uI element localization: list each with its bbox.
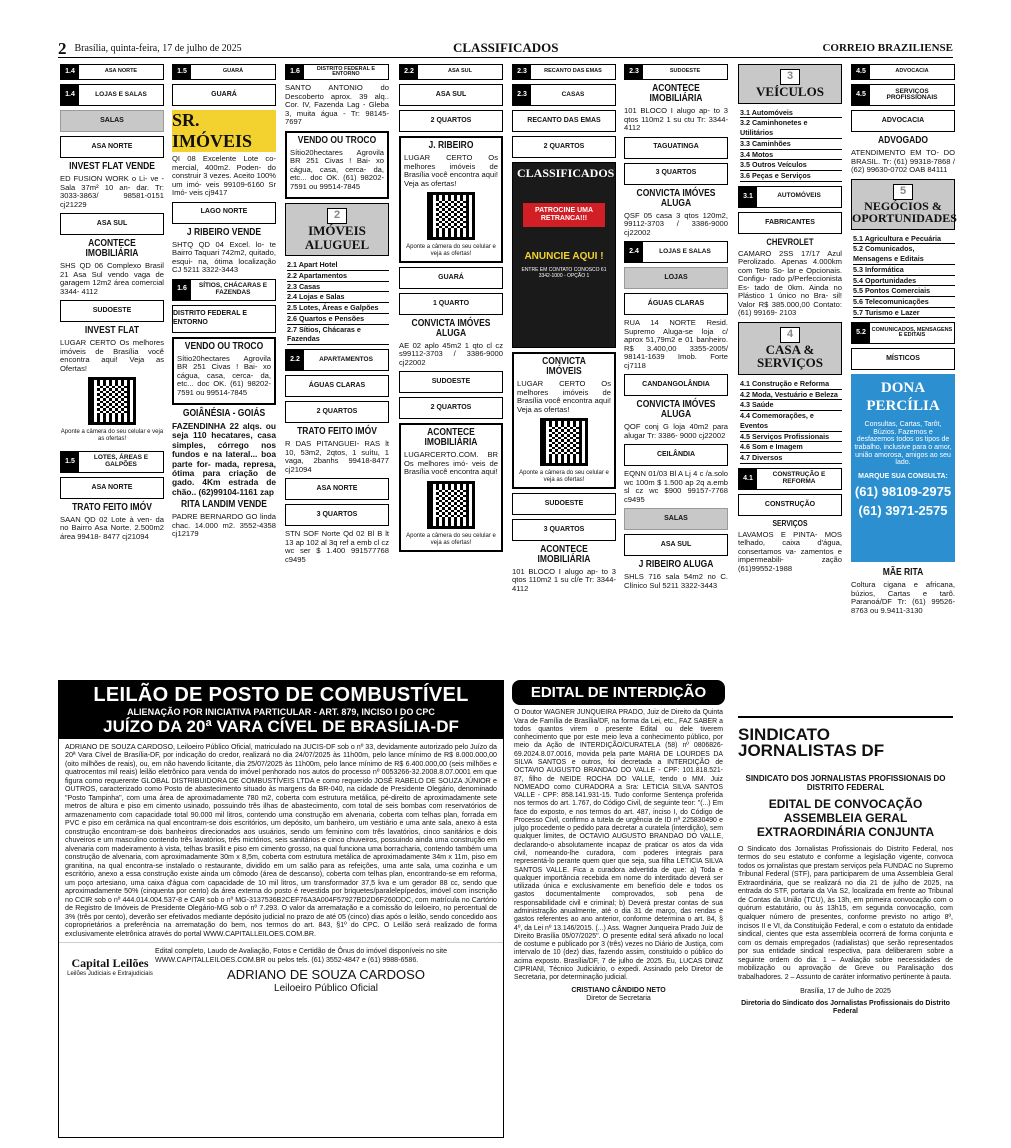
union-notice-signer: Diretoria do Sindicato dos Jornalistas Profissionais do Distrito Federal <box>741 1000 950 1016</box>
category-item[interactable]: 3.4 Motos <box>740 150 842 161</box>
union-notice-body: O Sindicato dos Jornalistas Profissionais do Distrito Federal, nos termos do seu estatuto e conforme a legislação vigente, convoca todos os jornalistas que prestam serviços pela FUNDAC no Supremo Tribunal Federal (STF), para participarem de uma Assembleia Geral Extraordinária, que se realizará no dia 21 de julho de 2025, na entrada do STF, portaria da Via S2, localizada em frente ao Tribunal de Contas da União (TCU), às 13h, em primeira convocação com o quórum estatutário, ou às 13h15, em segunda convocação, com qualquer número de presentes, conforme previsto no artigo 8º, incisos II e VI, da Constituição Federal, e com o estatuto da entidade sindical, cientes que esta assembleia ocorrerá de forma conjunta e com os demais empregados (radialistas) que serão representados por sua entidade sindical respectiva, para deliberarem sobre a seguinte ordem do dia: 1 – Avaliação sobre necessidades de mobilização ou aprovação de Greve ou Paralisação dos trabalhadores. 2 – Assunto de caráter informativo pertinente à pauta. <box>738 845 953 981</box>
category-item[interactable]: 5.7 Turismo e Lazer <box>853 308 955 319</box>
category-box[interactable] <box>60 451 164 473</box>
ad-heading: J RIBEIRO VENDE <box>186 226 262 238</box>
category-label: LOTES, ÁREAS E GALPÕES <box>93 454 149 468</box>
strip-label: ASA SUL <box>448 68 472 75</box>
union-logo: SINDICATO JORNALISTAS DF <box>738 724 885 760</box>
ad-text: R DAS PITANGUEI- RAS lt 10, 53m2, 2qtos, 1 suítu, 1 vaga, 2banhs 99418-8477 cj21094 <box>285 439 389 474</box>
promo-message: PATROCINE UMA RETRANCA!!! <box>523 203 605 227</box>
category-title: VEÍCULOS <box>756 84 824 99</box>
strip-number: 1.5 <box>173 65 191 79</box>
ad-heading: ACONTECE IMOBILIÁRIA <box>424 427 478 449</box>
rooms-box[interactable]: 3 QUARTOS <box>285 504 389 526</box>
category-number: 2 <box>327 208 347 224</box>
column-6 <box>624 64 728 593</box>
category-number: 5 <box>893 184 913 200</box>
category-label: AUTOMÓVEIS <box>777 192 821 200</box>
category-item[interactable]: 5.6 Telecomunicações <box>853 297 955 308</box>
auction-footer-text <box>155 947 497 994</box>
category-label: CASAS <box>561 90 585 98</box>
ad-box <box>285 131 389 200</box>
category-number: 1.5 <box>61 452 79 472</box>
category-section <box>738 322 842 375</box>
page-number: 2 <box>58 38 67 58</box>
category-box[interactable] <box>172 279 276 301</box>
category-title: IMÓVEIS ALUGUEL <box>304 223 370 252</box>
category-box[interactable] <box>738 186 842 208</box>
column-3 <box>285 64 389 567</box>
ad-text: QOF conj G loja 40m2 para alugar Tr: 3386- 9000 cj22002 <box>624 422 728 440</box>
location-box[interactable]: TAGUATINGA <box>624 137 728 159</box>
qr-caption: Aponte a câmera do seu celular e veja as ofertas! <box>406 244 496 257</box>
category-number: 3.1 <box>739 187 757 207</box>
category-item[interactable]: 3.1 Automóveis <box>740 108 842 119</box>
category-box[interactable] <box>851 84 955 106</box>
column-strip <box>399 64 503 80</box>
ad-text: EQNN 01/03 Bl A Lj 4 c /a.solo wc 100m $ 1.500 ap 2q a.emb sl cz wc $900 99157-7768 c9495 <box>624 469 728 504</box>
ad-text: ATENDIMENTO EM TO- DO BRASIL. Tr: (61) 99318-7868 / (62) 99630-0702 OAB 84111 <box>851 148 955 174</box>
category-item[interactable]: 5.1 Agricultura e Pecuária <box>853 234 955 245</box>
category-box[interactable] <box>851 322 955 344</box>
ad-heading: ACONTECE IMOBILIÁRIA <box>85 238 139 259</box>
interdiction-body: O Doutor WAGNER JUNQUEIRA PRADO, Juiz de Direito da Quinta Vara de Família de Brasília/DF, na forma da Lei, etc., FAZ SABER a todos quantos virem o presente Edital ou dele tiverem conhecimento que por este meio leva a conhecimento público, por meio da Ação de INTERDIÇÃO/CURATELA (58) nº 0806826-69.2024.8.07.0016, movida pela parte MARIA DE LOURDES DA SILVA SANTOS e outros, foi decretada a INTERDIÇÃO de OCTAVIO AUGUSTO BRANDAO DO VALLE - CPF: 101.818.521-87, filho de NEIDE ROCHA DO VALLE, tendo o MM. Juiz NOMEADO como CURADORA a Sra: LETICIA SILVA SANTOS VALLE - CPF: 858.141.931-15. Tudo conforme Sentença proferida nos termos do art. 1.767, do Código Civil, de seguinte teor: "(...) Em face do exposto, e nos termos do art. 487, inciso I, do Código de Processo Civil, confirmo a tutela de urgência de ID nº 225830490 e julgo procedente o pedido para decretar a curatela (interdição), sem qualquer limites, de OCTAVIO AUGUSTO BRANDAO DO VALLE, declarando-o absolutamente incapaz de praticar os atos da vida civil, nomeando-lhe curadora, com poderes integrais para representá-lo perante quem quer que seja, sua filha LETICIA SILVA SANTOS VALLE. Fica a curadora advertida de que: a) Toda e qualquer importância recebida em nome do interditado deverá ser utilizada única e exclusivamente em benefício dele e todos os gastos documentalmente comprovados, sob pena de responsabilidade civil e criminal; b) Deverá prestar contas de sua administração anualmente, até o dia 31 de março, das rendas e gastos referentes ao ano anterior, conforme determina o art. 84, § 4º, da Lei nº 13.146/2015. (...) Ass. Wagner Junqueira Prado Juiz de Direito Brasília 05/07/2025". O presente edital será afixado no local de costume e publicado por 3 (três) vezes no Diário de Justiça, com intervalo de 10 (dez) dias, fazendo assim, constituído o público do acima exposto. Brasília/DF, 7 de julho de 2025. Eu, LUCAS DINIZ CIPRIANI, Técnico Judiciário, o expedi. Assinado pelo Diretor de Secretaria, por determinação judicial. <box>514 709 723 982</box>
ad-text: LUGAR CERTO Os melhores imóveis de Brasília você encontra aqui! Veja as ofertas! <box>404 153 498 188</box>
category-item[interactable]: 2.5 Lotes, Áreas e Galpões <box>287 303 389 314</box>
ad-heading: ACONTECE IMOBILIÁRIA <box>537 543 591 565</box>
qr-code[interactable] <box>427 481 475 529</box>
ad-box <box>512 352 616 489</box>
category-item[interactable]: 5.2 Comunicados, Mensagens e Editais <box>853 244 955 264</box>
category-label: SÍTIOS, CHÁCARAS E FAZENDAS <box>198 282 268 296</box>
classificados-promo[interactable] <box>512 162 616 348</box>
page-header <box>58 40 953 58</box>
strip-number: 2.3 <box>513 65 531 79</box>
rooms-box[interactable]: 2 QUARTOS <box>512 136 616 158</box>
ad-text: SHLS 716 sala 54m2 no C. Clínico Sul 5211 3322-3443 <box>624 572 728 590</box>
ad-heading: GOIÂNÉSIA - GOIÁS <box>182 408 266 419</box>
location-box[interactable]: ASA SUL <box>399 84 503 106</box>
ad-text: Coltura cigana e africana, búzios, Cartas e tarô. Paranoá/DF Tr: (61) 99526-8763 ou 9.9411-3130 <box>851 580 955 615</box>
qr-code[interactable] <box>427 192 475 240</box>
section-title: CLASSIFICADOS <box>453 40 559 56</box>
subcategory-box[interactable]: SALAS <box>60 110 164 132</box>
ad-text: Sítio20hectares Agrovila BR 251 Civas ! Bai- xo cágua, casa, cerca- da, etc... doc OK. (61) 98202-7591 ou 99514-7845 <box>177 353 271 397</box>
location-box[interactable]: ÁGUAS CLARAS <box>285 375 389 397</box>
column-4 <box>399 64 503 556</box>
ad-heading: TRATO FEITO IMÓV <box>297 426 377 438</box>
category-item[interactable]: 2.7 Sítios, Chácaras e Fazendas <box>287 325 389 345</box>
column-strip <box>60 64 164 80</box>
perc-cta: MARQUE SUA CONSULTA: <box>858 473 948 481</box>
ad-heading: ADVOGADO <box>877 135 929 146</box>
category-item[interactable]: 3.3 Caminhões <box>740 139 842 150</box>
ad-heading: INVEST FLAT <box>84 325 140 336</box>
brand-heading: CHEVROLET <box>766 236 814 247</box>
ad-box <box>399 136 503 263</box>
location-box[interactable]: CONSTRUÇÃO <box>738 494 842 516</box>
ad-text: FAZENDINHA 22 alqs. ou seja 110 hecatares, casa simples, córrego nos fundos e na lateral... boa parte for- mada, represa, ótima para criação de gado. 4Km estrada de chão.. (62)99104-1161 zap <box>172 421 276 497</box>
category-item[interactable]: 5.3 Informática <box>853 265 955 276</box>
promo-contact: ENTRE EM CONTATO CONOSCO 61 3342-1000 - OPÇÃO 1 <box>521 267 607 280</box>
ad-text: CAMARO 2SS 17/17 Azul Perolizado. Apenas 4.000km com Teto So- lar e Opcionais. Configu- rado p/Perfeccionista Es- tado de 0km. Ainda no Plástico 1 único no Bra- sil! Valor R$ 385.000,00 Contato: (61) 99169- 2103 <box>738 248 842 318</box>
location-box[interactable]: ASA SUL <box>60 213 164 235</box>
interdiction-signer: CRISTIANO CÂNDIDO NETO <box>571 986 666 994</box>
rooms-box[interactable]: 2 QUARTOS <box>399 397 503 419</box>
auction-court: JUÍZO DA 20ª VARA CÍVEL DE BRASÍLIA-DF <box>103 717 459 737</box>
category-section <box>285 203 389 256</box>
rooms-box[interactable]: 2 QUARTOS <box>399 110 503 132</box>
ad-text: STN SOF Norte Qd 02 Bl B lt 13 ap 102 al 3q ref a emb cl cz wc ser $ 1.400 991577768 c9495 <box>285 529 389 564</box>
union-notice <box>738 716 953 1138</box>
category-item[interactable]: 2.6 Quartos e Pensões <box>287 314 389 325</box>
location-box[interactable]: ASA NORTE <box>285 478 389 500</box>
perc-title: DONA PERCÍLIA <box>866 380 940 414</box>
ad-heading: VENDO OU TROCO <box>297 134 377 146</box>
location-box[interactable]: SUDOESTE <box>60 300 164 322</box>
category-list <box>738 379 842 464</box>
perc-phone-1: (61) 98109-2975 <box>854 483 952 499</box>
ad-text: SAAN QD 02 Lote à ven- da no Bairro Asa Norte. 2.500m2 área 99418- 8477 cj21094 <box>60 514 164 541</box>
interdiction-notice <box>512 680 725 1138</box>
strip-number: 1.6 <box>286 65 304 79</box>
category-item[interactable]: 4.5 Serviços Profissionais <box>740 432 842 443</box>
ad-heading: TRATO FEITO IMÓV <box>72 501 152 513</box>
strip-label: DISTRITO FEDERAL E ENTORNO <box>316 65 376 77</box>
interdiction-signer-role: Diretor de Secretaria <box>586 994 651 1002</box>
column-7 <box>738 64 842 576</box>
brand-name: CORREIO BRAZILIENSE <box>822 42 953 55</box>
ad-text: RUA 14 NORTE Resid. Supremo Aluga-se loja c/ aprox 51,79m2 e 01 banheiro. R$ 3.400,00 3355-2005/ 98141-1639 Imob. Forte cj7118 <box>624 318 728 370</box>
capital-leiloes-logo <box>65 947 155 994</box>
ad-heading: CONVICTA IMÓVES ALUGA <box>411 317 491 339</box>
qr-caption: Aponte a câmera do seu celular e veja as ofertas! <box>406 532 496 546</box>
category-item[interactable]: 4.6 Som e Imagem <box>740 442 842 453</box>
category-item[interactable]: 4.2 Moda, Vestuário e Beleza <box>740 390 842 401</box>
perc-phone-2: (61) 3971-2575 <box>858 502 948 518</box>
strip-label: RECANTO DAS EMAS <box>544 68 602 75</box>
category-title: CASA & SERVIÇOS <box>756 341 823 371</box>
column-strip <box>285 64 389 80</box>
category-item[interactable]: 4.1 Construção e Reforma <box>740 379 842 390</box>
auctioneer-name: ADRIANO DE SOUZA CARDOSO <box>227 966 425 982</box>
ad-text: SHTQ QD 04 Excel. lo- te Bairro Taquari 742m2, quitado, esqui- na, ótima localização CJ 5211 3322-3443 <box>172 239 276 274</box>
column-2 <box>172 64 276 542</box>
ad-text: AE 02 aplo 45m2 1 qto cl cz s99112-3703 / 3386-9000 cj22002 <box>399 340 503 367</box>
category-number: 2.3 <box>513 85 531 105</box>
location-box[interactable]: LAGO NORTE <box>172 202 276 224</box>
category-list <box>285 260 389 345</box>
category-item[interactable]: 2.4 Lojas e Salas <box>287 292 389 303</box>
rooms-box[interactable]: 3 QUARTOS <box>512 519 616 541</box>
rooms-box[interactable]: 3 QUARTOS <box>624 163 728 185</box>
ad-text: 101 BLOCO I alugo ap- to 3 qtos 110m2 1 su ctu Tr: 3344-4112 <box>624 106 728 132</box>
qr-code[interactable] <box>88 377 136 425</box>
location-box[interactable]: FABRICANTES <box>738 212 842 234</box>
category-item[interactable]: 3.2 Caminhonetes e Utilitários <box>740 118 842 138</box>
category-label: LOJAS E SALAS <box>95 90 147 98</box>
rooms-box[interactable]: 2 QUARTOS <box>285 401 389 423</box>
auction-title: LEILÃO DE POSTO DE COMBUSTÍVEL <box>93 684 469 706</box>
rooms-box[interactable]: 1 QUARTO <box>399 293 503 315</box>
category-number: 3 <box>780 69 800 85</box>
ad-heading: J RIBEIRO ALUGA <box>638 559 714 570</box>
ad-text: SHS QD 06 Complexo Brasil 21 Asa Sul vendo vaga de garagem 12m2 área comercial 3344- 4112 <box>60 261 164 296</box>
ad-heading: ACONTECE IMOBILIÁRIA <box>649 83 703 104</box>
location-box[interactable]: ASA NORTE <box>60 477 164 499</box>
location-box[interactable]: GUARÁ <box>399 267 503 289</box>
auction-body: ADRIANO DE SOUZA CARDOSO, Leiloeiro Público Oficial, matriculado na JUCIS-DF sob o nº 33, devidamente autorizado pelo Juízo da 20ª Vara Cível de Brasília-DF, por indicação do credor, realizará no dia 24/07/2025 às 11h00m, pelo lance mínimo de R$ 8.000.000,00 (oito milhões de reais), ou, em não havendo licitante, dia 25/07/2025 às 11h00m, pelo lance mínimo de R$ 6.400.000,00 (seis milhões e quatrocentos mil reais) leilão eletrônico para venda do imóvel penhorado nos autos do processo nº 0053266-32.2008.8.07.0001 em que figura como requerente GLOBAL DISTRIBUIDORA DE COMBUSTÍVEIS LTDA e como requerido JOSÉ RABELO DE SOUZA JÚNIOR e OUTROS, caracterizado como Posto de abastecimento situado às margens da BR-040, na cidade de Presidente Olegário, denominado "Posto Tampinha", com uma área de aproximadamente 780 m2, coberta com estrutura metálica, pé-direito de aproximadamente sete metros de altura e piso em cimento usinado, possuindo três ilhas de abastecimento, com total de seis bombas com reservatórios de armazenamento com capacidade total 90.000 mil litros, contendo uma construção em alvenaria, coberta com telhas plan, forrada em PVC e piso em cerâmica na qual encontram-se dois escritórios, um depósito, um banheiro, um vestiário e uma ante sala, anexo à esta construção encontram-se dois banheiros direcionados aos usuários, sendo um feminino com três lavatórios, cinco sanitários e dois chuveiros e um masculino contendo três lavatórios, três mictórios, seis sanitários e cinco chuveiros, possuindo ainda uma construção em alvenaria com madeiramento à vista, telhas brasilit e piso em cimento grosso, na qual funciona uma borracharia, contendo também uma construção de alvenaria, com aproximadamente 30m x 8,5m, coberta com estrutura metálica de aproximadamente 34m x 11m, piso em granitina, na qual encontra-se instalado o restaurante, dividido em um salão para as refeições, uma ante sala, uma cozinha e um escritório, anexo a essa construção existe ainda um cômodo (área de descanso), coberta com telhas plan, encontrando-se em reforma, um poço artesiano, uma caixa d'água com capacidade de 10 mil litros, um transformador 37,5 kva e um gerador 88 cc, sendo que aproximadamente 50% (cinquenta por cento) da área externa do posto é revestida por briquetes/paralelepípedos, imóvel com inscrição no CCIR sob o nº 444.014.004.537-8 e CAR sob o nº MG-3137536B2CEF76A3A004F57927BD2D6F260DDC, com matrícula no Cartório de Registro de Imóveis de Presidente Olegário-MG sob o nº 7.293. O valor da arrematação e a comissão do leiloeiro, no percentual de 3% (três por cento), deverão ser efetivados mediante depósito judicial no prazo de até 05 (cinco) dias após o leilão, sendo concedido aos coproprietários a preferência na arrematação do bem, nos termos do art. 843, §1º do CPC. O Leilão será realizado de forma exclusivamente eletrônica através do portal WWW.CAPITALLEILOES.COM.BR. <box>65 742 497 938</box>
ad-text: QI 08 Excelente Lote co- mercial, 400m2. Poden- do construir 3 vezes. Aceito 100% um imó- veis 99109-6160 Sr Imó- veis cj9417 <box>172 154 276 197</box>
ad-text: ED FUSION WORK o Li- ve - Sala 37m² 10 an- dar. Tr: 3033-3863/ 98581-0151 cj21229 <box>60 174 164 209</box>
category-number: 4.5 <box>852 85 870 105</box>
ad-heading: INVEST FLAT VENDE <box>69 161 155 172</box>
ad-text: PADRE BERNARDO GO linda chac. 14.000 m2. 3552-4358 cj12179 <box>172 512 276 539</box>
category-item[interactable]: 4.4 Comemorações, e Eventos <box>740 411 842 431</box>
ad-text: LUGAR CERTO Os melhores imóveis de Brasília você encontra aqui! Veja as ofertas! <box>517 379 611 414</box>
category-number: 4.1 <box>739 469 757 489</box>
ad-text: LUGARCERTO.COM. BR Os melhores imó- veis de Brasília você encontra aqui! <box>404 450 498 477</box>
category-item[interactable]: 4.3 Saúde <box>740 400 842 411</box>
ad-heading: CONVICTA IMÓVES ALUGA <box>636 187 716 209</box>
ad-text: LUGAR CERTO Os melhores imóveis de Brasília você encontra aqui! Veja as Ofertas! <box>60 338 164 373</box>
auction-footer <box>59 942 503 998</box>
ad-heading: CONVICTA IMÓVES ALUGA <box>636 399 716 420</box>
category-box[interactable] <box>512 84 616 106</box>
ad-heading: MÃE RITA <box>882 567 924 579</box>
category-number: 1.6 <box>173 280 191 300</box>
ad-text: QSF 05 casa 3 qtos 120m2, 99112-3703 / 3386-9000 cj22002 <box>624 210 728 237</box>
column-8 <box>851 64 955 618</box>
column-strip <box>172 64 276 80</box>
dona-percilia-ad[interactable] <box>851 374 955 562</box>
ad-heading: CONVICTA IMÓVEIS <box>542 356 586 377</box>
category-item[interactable]: 3.6 Peças e Serviços <box>740 171 842 182</box>
page-date: Brasília, quinta-feira, 17 de julho de 2025 <box>74 42 242 54</box>
category-section <box>851 179 955 230</box>
location-box[interactable]: ÁGUAS CLARAS <box>624 293 728 315</box>
location-box[interactable]: SUDOESTE <box>399 371 503 393</box>
category-label: COMUNICADOS, MENSAGENS E EDITAIS <box>871 326 953 339</box>
promo-cta: ANUNCIE AQUI ! <box>524 250 604 262</box>
column-strip <box>851 64 955 80</box>
column-1 <box>60 64 164 544</box>
category-number: 2.4 <box>625 242 643 262</box>
category-label: CONSTRUÇÃO E REFORMA <box>772 471 826 485</box>
category-number: 5.2 <box>852 323 870 343</box>
category-item[interactable]: 2.2 Apartamentos <box>287 271 389 282</box>
category-section <box>738 64 842 104</box>
location-box[interactable]: RECANTO DAS EMAS <box>512 110 616 132</box>
subcategory-box[interactable]: LOJAS <box>624 267 728 289</box>
union-notice-title: EDITAL DE CONVOCAÇÃO ASSEMBLEIA GERAL EXTRAORDINÁRIA CONJUNTA <box>756 797 935 839</box>
strip-label: ADVOCACIA <box>895 68 929 75</box>
location-box[interactable]: ASA NORTE <box>60 136 164 158</box>
qr-caption: Aponte a câmera do seu celular e veja as ofertas! <box>60 429 164 442</box>
strip-label: GUARÁ <box>222 68 244 75</box>
category-item[interactable]: 4.7 Diversos <box>740 453 842 464</box>
location-box[interactable]: ASA SUL <box>624 534 728 556</box>
ad-text: 101 BLOCO I alugo ap- to 3 qtos 110m2 1 su cl/e Tr: 3344-4112 <box>512 566 616 593</box>
ad-text: Sítio20hectares Agrovila BR 251 Civas ! Bai- xo cágua, casa, cerca- da, etc... doc OK. (61) 98202-7591 ou 99514-7845 <box>290 147 384 191</box>
category-box[interactable] <box>285 349 389 371</box>
strip-number: 2.3 <box>625 65 643 79</box>
category-item[interactable]: 2.1 Apart Hotel <box>287 260 389 271</box>
category-item[interactable]: 3.5 Outros Veículos <box>740 160 842 171</box>
service-heading: SERVIÇOS <box>772 518 808 528</box>
category-item[interactable]: 5.5 Pontos Comerciais <box>853 286 955 297</box>
ad-heading: VENDO OU TROCO <box>184 340 264 352</box>
category-list <box>738 108 842 182</box>
category-label: LOJAS E SALAS <box>659 247 711 255</box>
ad-box <box>399 423 503 551</box>
qr-caption: Aponte a câmera do seu celular e veja as ofertas! <box>519 470 609 483</box>
category-number: 2.2 <box>286 350 304 370</box>
location-box[interactable]: MÍSTICOS <box>851 348 955 370</box>
strip-label: SUDOESTE <box>669 68 701 75</box>
column-5 <box>512 64 616 596</box>
strip-number: 2.2 <box>400 65 418 79</box>
auction-header <box>59 681 503 739</box>
location-box[interactable]: DISTRITO FEDERAL E ENTORNO <box>172 305 276 333</box>
location-box[interactable]: GUARÁ <box>172 84 276 106</box>
location-box[interactable]: CEILÂNDIA <box>624 444 728 466</box>
category-box[interactable] <box>60 84 164 106</box>
category-item[interactable]: 5.4 Oportunidades <box>853 276 955 287</box>
category-item[interactable]: 2.3 Casas <box>287 282 389 293</box>
ad-text: SANTO ANTONIO do Descoberto aprox. 39 alq.. Cor. IV, Fazenda Lag - Gleba 3, muita água - Tr: 98145-7697 <box>285 83 389 126</box>
category-number: 4 <box>780 327 800 343</box>
union-name: SINDICATO DOS JORNALISTAS PROFISSIONAIS DO DISTRITO FEDERAL <box>745 774 946 793</box>
auctioneer-role: Leiloeiro Público Oficial <box>274 982 378 994</box>
column-strip <box>624 64 728 80</box>
category-box[interactable] <box>738 468 842 490</box>
ad-box <box>172 337 276 406</box>
interdiction-title: EDITAL DE INTERDIÇÃO <box>512 680 725 705</box>
strip-number: 1.4 <box>61 65 79 79</box>
category-number: 1.4 <box>61 85 79 105</box>
location-box[interactable]: CANDANGOLÂNDIA <box>624 374 728 396</box>
location-box[interactable]: ADVOCACIA <box>851 110 955 132</box>
sr-imoveis-logo: SR. IMÓVEIS <box>172 110 276 152</box>
auction-subtitle: ALIENAÇÃO POR INICIATIVA PARTICULAR - ART. 879, INCISO I DO CPC <box>127 707 435 717</box>
promo-title: CLASSIFICADOS <box>517 166 615 180</box>
subcategory-box[interactable]: SALAS <box>624 508 728 530</box>
auction-footer-info: Edital completo, Laudo de Avaliação, Fotos e Certidão de Ônus do imóvel disponíveis no site WWW.CAPITALLEILOES.COM.BR ou pelos tels. (61) 3552-4847 e (61) 9988-6586. <box>155 947 448 964</box>
category-label: APARTAMENTOS <box>319 355 373 363</box>
logo-text: Capital Leilões <box>71 956 149 971</box>
auction-notice <box>58 680 504 1138</box>
union-notice-date: Brasília, 17 de Julho de 2025 <box>800 988 891 996</box>
logo-subtitle: Leilões Judiciais e Extrajudiciais <box>67 971 153 978</box>
column-strip <box>512 64 616 80</box>
perc-description: Consultas, Cartas, Tarôt, Búzios. Fazemos e desfazemos todos os tipos de trabalho, inclusive para o amor, união amorosa, amigos ao seu lado. <box>854 420 952 467</box>
category-list <box>851 234 955 319</box>
qr-code[interactable] <box>540 418 588 466</box>
location-box[interactable]: SUDOESTE <box>512 493 616 515</box>
category-title: NEGÓCIOS & OPORTUNIDADES <box>852 198 957 226</box>
category-box[interactable] <box>624 241 728 263</box>
ad-heading: RITA LANDIM VENDE <box>181 499 267 511</box>
ad-text: LAVAMOS E PINTA- MOS telhado, caixa d'água, consertamos va- zamentos e impermeabili- zação (61)99552-1988 <box>738 529 842 573</box>
strip-number: 4.5 <box>852 65 870 79</box>
ad-heading: J. RIBEIRO <box>428 140 474 151</box>
category-label: SERVIÇOS PROFISSIONAIS <box>886 87 938 101</box>
strip-label: ASA NORTE <box>104 68 138 75</box>
